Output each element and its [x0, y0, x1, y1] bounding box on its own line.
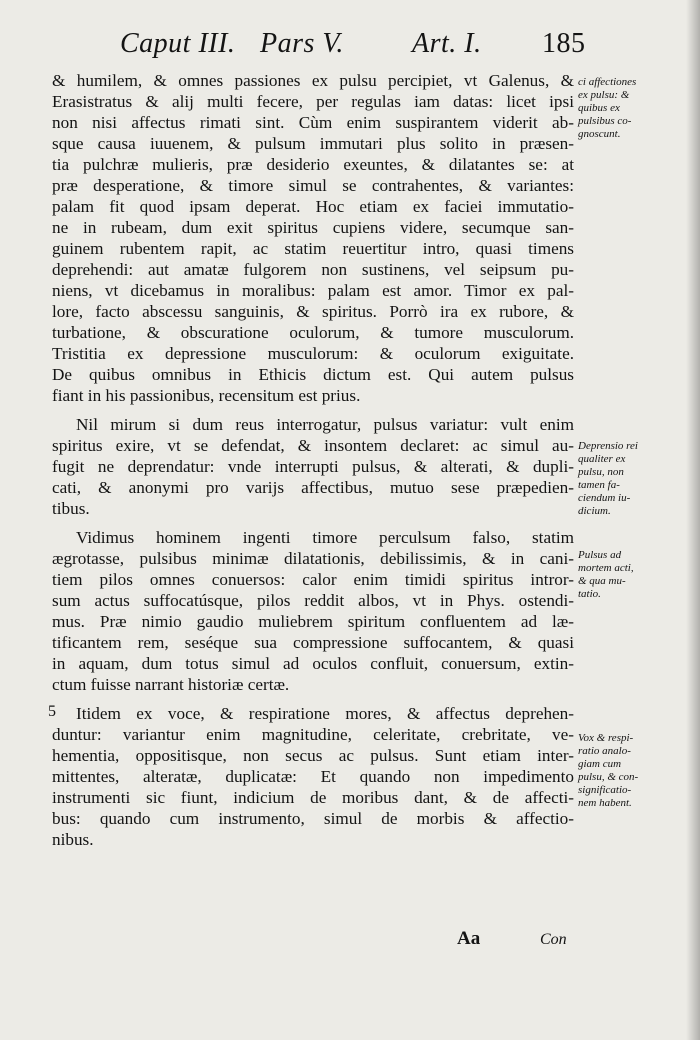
- text-line: in aquam, dum totus simul ad oculos confluit, conuersum, extin-: [52, 654, 574, 673]
- text-line: lore, facto abscessu sanguinis, & spiritus. Porrò ira ex rubore, &: [52, 302, 574, 321]
- text-line: spiritus exire, vt se defendat, & insontem declaret: ac simul au-: [52, 436, 574, 455]
- text-line: cati, & anonymi pro varijs affectibus, mutuo sese præpedien-: [52, 478, 574, 497]
- catchword: Con: [540, 931, 567, 948]
- marginal-line: ciendum iu-: [578, 492, 631, 504]
- header-pars: Pars V.: [260, 28, 344, 59]
- marginal-line: tatio.: [578, 588, 601, 600]
- text-line: bus: quando cum instrumento, simul de morbis & affectio-: [52, 809, 574, 828]
- text-line: palam fit quod ipsam deperat. Hoc etiam ex faciei immutatio-: [52, 197, 574, 216]
- text-line: turbatione, & obscuratione oculorum, & tumore musculorum.: [52, 323, 574, 342]
- marginal-line: pulsu, & con-: [578, 771, 639, 783]
- header-caput: Caput III.: [120, 28, 236, 59]
- marginal-line: qualiter ex: [578, 453, 626, 465]
- text-line: Itidem ex voce, & respiratione mores, & affectus deprehen-: [76, 704, 574, 723]
- marginal-line: tamen fa-: [578, 479, 620, 491]
- paragraph-number: 5: [48, 703, 56, 720]
- text-line: ne in rubeam, dum exit spiritus cupiens videre, secumque san-: [52, 218, 574, 237]
- text-line: deprehendi: aut amatæ fulgorem non sustinens, vel seipsum pu-: [52, 260, 574, 279]
- text-line: sque causa iuuenem, & pulsum immutari plus solito in præsen-: [52, 134, 574, 153]
- marginal-note: [578, 440, 694, 518]
- signature-mark: Aa: [457, 928, 481, 949]
- marginal-note: [578, 732, 694, 810]
- text-line: mittentes, alteratæ, duplicatæ: Et quando non impedimento: [52, 767, 574, 786]
- text-line: hementia, oppositisque, non secus ac pulsus. Sunt etiam inter-: [52, 746, 574, 765]
- text-line: Nil mirum si dum reus interrogatur, pulsus variatur: vult enim: [76, 415, 574, 434]
- text-line: mus. Præ nimio gaudio muliebrem spiritum confluentem ad læ-: [52, 612, 574, 631]
- page-number: 185: [542, 28, 586, 59]
- running-header: [120, 28, 586, 68]
- marginal-line: gnoscunt.: [578, 128, 621, 140]
- header-art: Art. I.: [412, 28, 482, 59]
- marginal-line: ci affectiones: [578, 76, 637, 88]
- marginal-line: Deprensio rei: [578, 440, 638, 452]
- text-line: præ desperatione, & timore simul se contrahentes, & variantes:: [52, 176, 574, 195]
- text-line: fugit ne deprendatur: vnde interrupti pulsus, & alterati, & dupli-: [52, 457, 574, 476]
- main-text: [48, 70, 574, 850]
- text-line: & humilem, & omnes passiones ex pulsu percipiet, vt Galenus, &: [52, 71, 574, 90]
- text-line: nibus.: [52, 830, 94, 849]
- marginal-line: pulsu, non: [578, 466, 624, 478]
- marginal-line: mortem acti,: [578, 562, 634, 574]
- marginal-line: Vox & respi-: [578, 732, 634, 744]
- text-line: tiem pilos omnes conuersos: calor enim timidi spiritus intror-: [52, 570, 574, 589]
- marginal-line: pulsibus co-: [578, 115, 632, 127]
- page-edge-shadow: [686, 0, 700, 1040]
- text-line: instrumenti sic fiunt, indicium de moribus dant, & de affecti-: [52, 788, 574, 807]
- marginal-note: [578, 76, 694, 141]
- text-line: Tristitia ex depressione musculorum: & oculorum exiguitate.: [52, 344, 574, 363]
- text-line: ctum fuisse narrant historiæ certæ.: [52, 675, 290, 694]
- text-line: tificantem rem, seséque sua compressione suffocantem, & quasi: [52, 633, 574, 652]
- marginal-line: giam cum: [578, 758, 622, 770]
- text-line: guinem rubentem rapit, ac statim reuertitur intro, quasi timens: [52, 239, 574, 258]
- marginal-line: ratio analo-: [578, 745, 631, 757]
- text-line: non nisi affectus rimati sint. Cùm enim suspirantem viderit ab-: [52, 113, 574, 132]
- marginal-line: nem habent.: [578, 797, 632, 809]
- text-line: tia pulchræ mulieris, præ desiderio exeuntes, & dilatantes se: at: [52, 155, 574, 174]
- text-line: De quibus omnibus in Ethicis dictum est. Qui autem pulsus: [52, 365, 574, 384]
- text-line: Erasistratus & alij multi fecere, per regulas iam datas: licet ipsi: [52, 92, 574, 111]
- marginal-line: & qua mu-: [578, 575, 626, 587]
- text-line: fiant in his passionibus, recensitum est prius.: [52, 386, 361, 405]
- text-line: niens, vt dicebamus in moralibus: palam est amor. Timor ex pal-: [52, 281, 574, 300]
- marginal-line: significatio-: [578, 784, 632, 796]
- text-line: sum actus suffocatúsque, pilos reddit albos, vt in Phys. ostendi-: [52, 591, 574, 610]
- text-line: Vidimus hominem ingenti timore perculsum falso, statim: [76, 528, 574, 547]
- marginal-note: [578, 549, 694, 601]
- text-line: ægrotasse, pulsibus minimæ dilatationis, debilissimis, & in cani-: [52, 549, 574, 568]
- marginal-line: ex pulsu: &: [578, 89, 630, 101]
- marginal-line: dicium.: [578, 505, 611, 517]
- text-line: duntur: variantur enim magnitudine, celeritate, crebritate, ve-: [52, 725, 574, 744]
- marginal-line: Pulsus ad: [578, 549, 622, 561]
- text-line: tibus.: [52, 499, 90, 518]
- marginal-line: quibus ex: [578, 102, 620, 114]
